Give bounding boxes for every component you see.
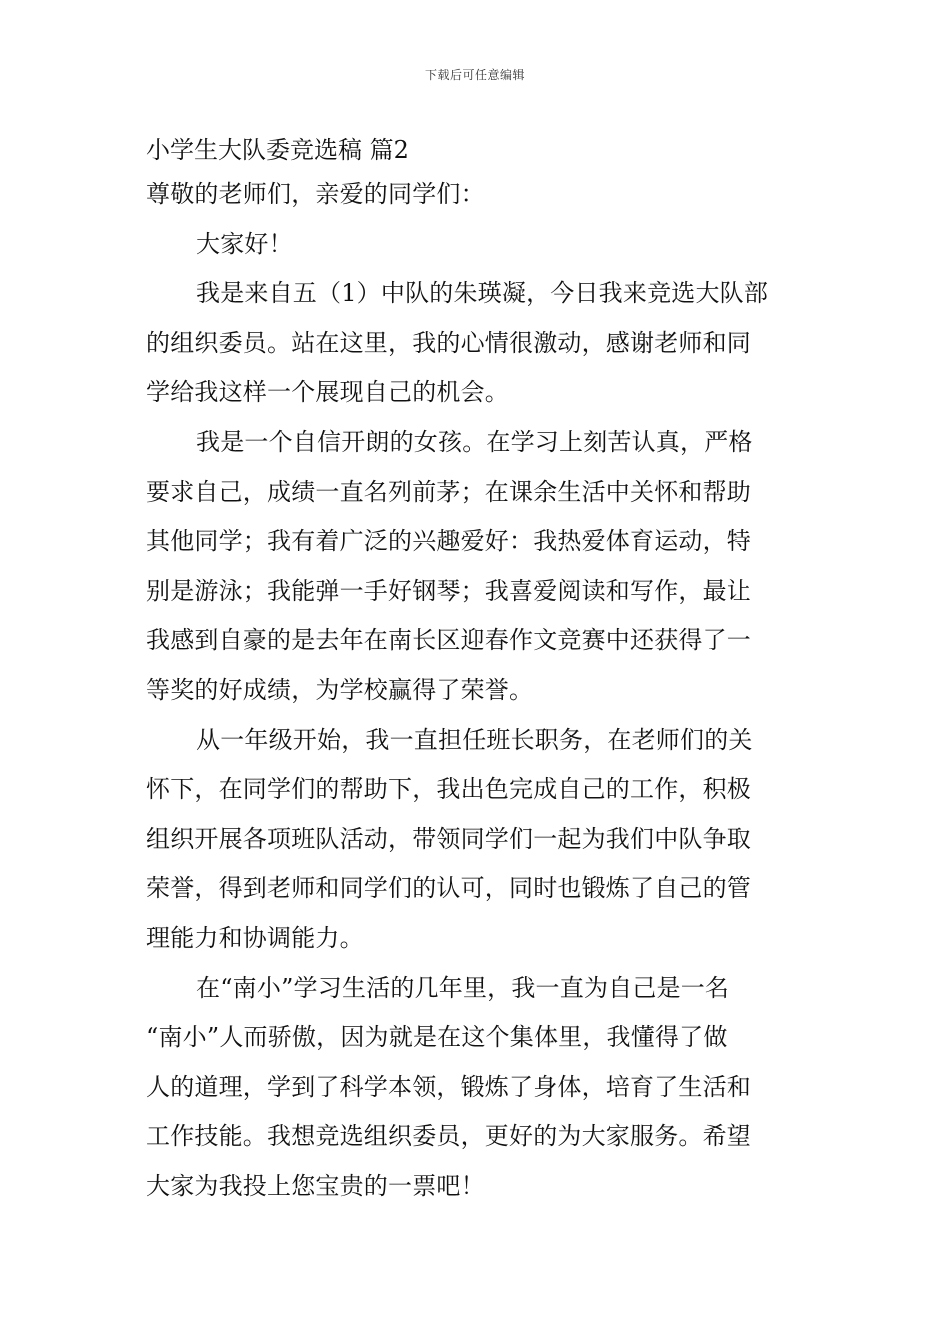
text-line: 我是来自五（1）中队的朱瑛凝，今日我来竞选大队部 xyxy=(196,279,769,308)
text-line: 大家好！ xyxy=(196,229,293,258)
document-body xyxy=(146,130,814,1211)
text-line: 其他同学；我有着广泛的兴趣爱好：我热爱体育运动，特 xyxy=(146,527,751,556)
document-title: 小学生大队委竞选稿 篇2 xyxy=(146,136,409,164)
text-line: 大家为我投上您宝贵的一票吧！ xyxy=(146,1171,485,1200)
text-line: 尊敬的老师们，亲爱的同学们： xyxy=(146,180,485,208)
text-line: 组织开展各项班队活动，带领同学们一起为我们中队争取 xyxy=(146,824,751,853)
text-line: 别是游泳；我能弹一手好钢琴；我喜爱阅读和写作，最让 xyxy=(146,576,751,605)
text-line: 怀下，在同学们的帮助下，我出色完成自己的工作，积极 xyxy=(146,775,751,804)
text-line: 我感到自豪的是去年在南长区迎春作文竞赛中还获得了一 xyxy=(146,626,751,655)
line-list xyxy=(146,170,814,1211)
text-line: 工作技能。我想竞选组织委员，更好的为大家服务。希望 xyxy=(146,1122,751,1151)
text-line: 等奖的好成绩，为学校赢得了荣誉。 xyxy=(146,675,534,704)
page-header: 下载后可任意编辑 xyxy=(424,68,525,82)
text-line: 人的道理，学到了科学本领，锻炼了身体，培育了生活和 xyxy=(146,1072,751,1101)
text-line: 学给我这样一个展现自己的机会。 xyxy=(146,378,509,407)
text-line: 在“南小”学习生活的几年里，我一直为自己是一名 xyxy=(196,973,730,1002)
text-line: 从一年级开始，我一直担任班长职务，在老师们的关 xyxy=(196,725,753,754)
text-line: 荣誉，得到老师和同学们的认可，同时也锻炼了自己的管 xyxy=(146,874,751,903)
text-line: 理能力和协调能力。 xyxy=(146,923,364,952)
text-line: “南小”人而骄傲，因为就是在这个集体里，我懂得了做 xyxy=(146,1023,728,1052)
text-line: 我是一个自信开朗的女孩。在学习上刻苦认真，严格 xyxy=(196,427,753,456)
text-line: 的组织委员。站在这里，我的心情很激动，感谢老师和同 xyxy=(146,328,751,357)
text-line: 要求自己，成绩一直名列前茅；在课余生活中关怀和帮助 xyxy=(146,477,751,506)
